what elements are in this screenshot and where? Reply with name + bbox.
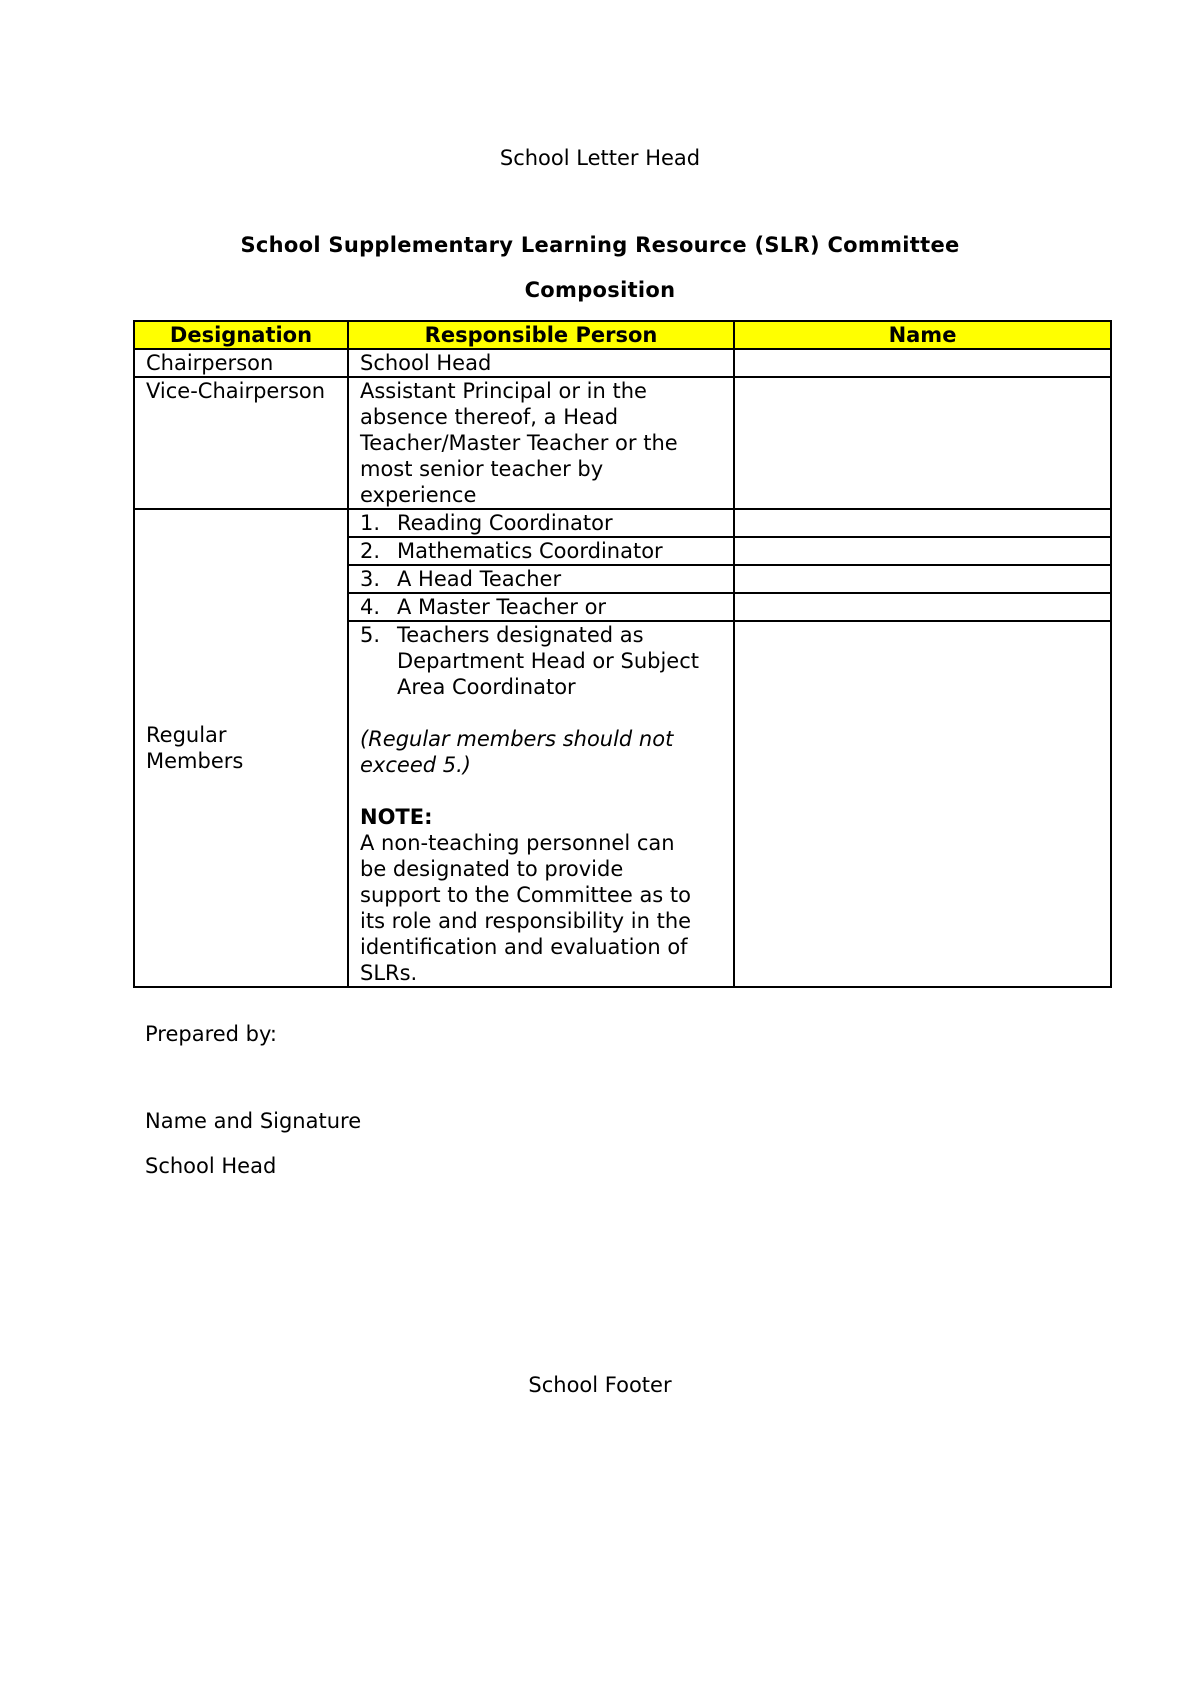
header-designation: Designation [134,321,348,349]
table-header-row [134,321,1111,349]
name-cell-chairperson[interactable] [734,349,1111,377]
item-number: 4. [360,595,381,619]
designation-regular-members [134,509,348,987]
member-item-5 [348,621,734,987]
note-line: its role and responsibility in the [360,909,692,933]
table-row [134,349,1111,377]
note-line: SLRs. [360,961,418,985]
vice-line: experience [360,483,477,507]
person-chairperson: School Head [348,349,734,377]
item-number: 3. [360,567,381,591]
item-5-text [397,622,699,700]
table-row [134,509,1111,537]
note-line: A non-teaching personnel can [360,831,675,855]
note-label: NOTE: [360,805,433,829]
name-cell-member-3[interactable] [734,565,1111,593]
vice-line: most senior teacher by [360,457,604,481]
limit-note-line: (Regular members should not [360,727,674,751]
item-number: 5. [360,623,381,647]
note-line: support to the Committee as to [360,883,692,907]
item-5-line: Department Head or Subject [397,649,699,673]
name-cell-member-2[interactable] [734,537,1111,565]
note-line: identification and evaluation of [360,935,688,959]
item-number: 1. [360,511,381,535]
note-line: be designated to provide [360,857,624,881]
letterhead: School Letter Head [499,146,701,170]
designation-chairperson: Chairperson [134,349,348,377]
document-title: School Supplementary Learning Resource (SLR) Committee [240,233,960,257]
committee-table [133,320,1112,988]
header-name: Name [734,321,1111,349]
name-cell-member-1[interactable] [734,509,1111,537]
item-text: Reading Coordinator [397,511,613,535]
member-item-4 [348,593,734,621]
vice-line: Teacher/Master Teacher or the [360,431,678,455]
item-5-line: Teachers designated as [397,623,644,647]
person-vice-chairperson [348,377,734,509]
limit-note-line: exceed 5.) [360,753,471,777]
item-5-line: Area Coordinator [397,675,576,699]
prepared-by-label: Prepared by: [145,1022,277,1046]
name-cell-member-4[interactable] [734,593,1111,621]
vice-line: Assistant Principal or in the [360,379,647,403]
item-text: Mathematics Coordinator [397,539,663,563]
table-row [134,377,1111,509]
header-responsible-person: Responsible Person [348,321,734,349]
name-cell-vice-chairperson[interactable] [734,377,1111,509]
footer: School Footer [528,1373,672,1397]
vice-line: absence thereof, a Head [360,405,619,429]
signature-label: Name and Signature [145,1109,362,1133]
designation-vice-chairperson: Vice-Chairperson [134,377,348,509]
signature-role: School Head [145,1154,277,1178]
item-text: A Master Teacher or [397,595,607,619]
member-item-3 [348,565,734,593]
member-item-2 [348,537,734,565]
document-subtitle: Composition [524,278,676,302]
member-item-1 [348,509,734,537]
regular-label-line: Regular [146,723,227,747]
item-number: 2. [360,539,381,563]
name-cell-member-5[interactable] [734,621,1111,987]
item-text: A Head Teacher [397,567,562,591]
regular-label-line: Members [146,749,244,773]
item-5-block [360,622,723,700]
